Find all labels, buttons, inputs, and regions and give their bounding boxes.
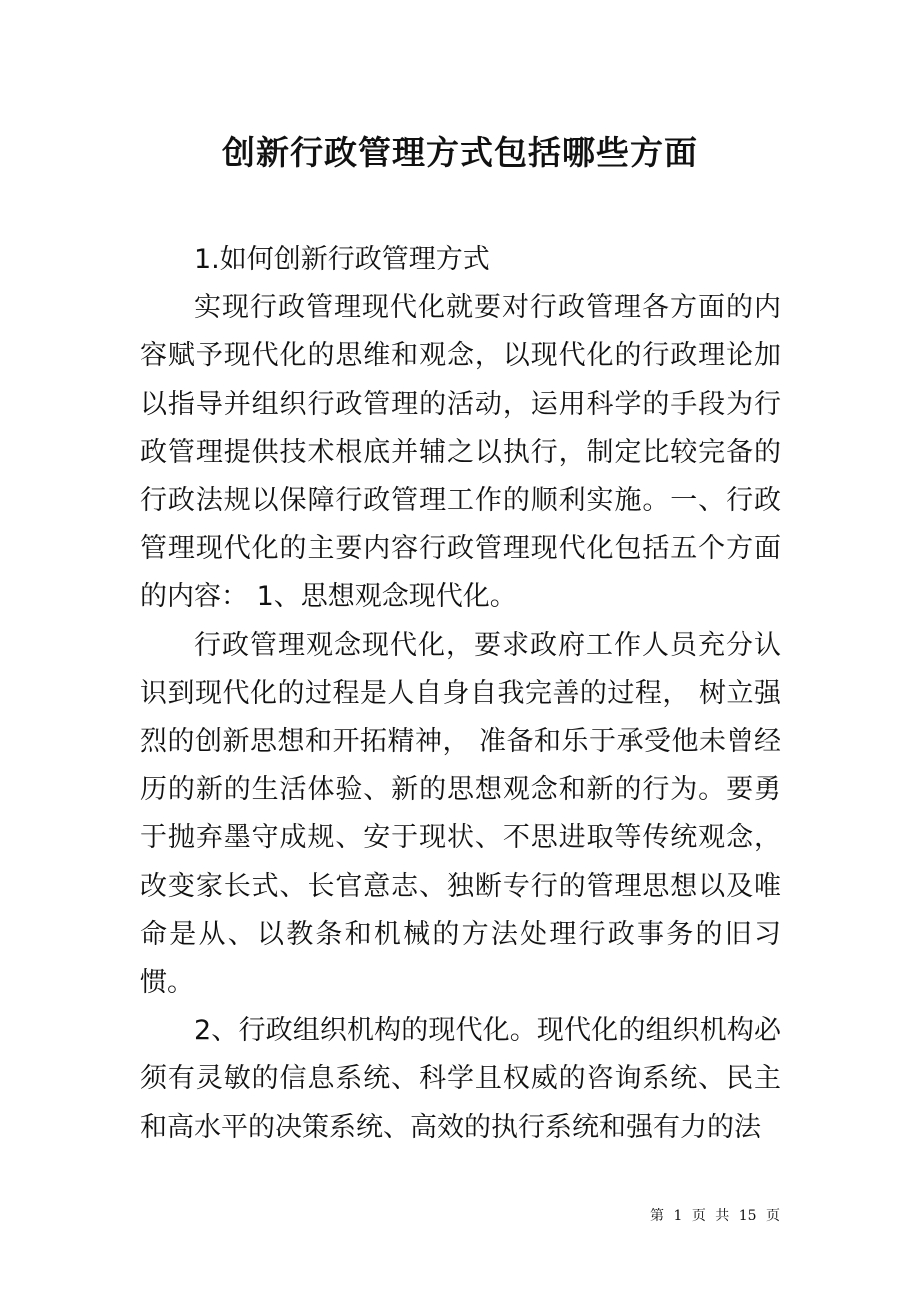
paragraph: 行政管理观念现代化，要求政府工作人员充分认识到现代化的过程是人自身自我完善的过程， 树立强烈的创新思想和开拓精神， 准备和乐于承受他未曾经历的新的生活体验、新的思想观念和新的行为。要勇于抛弃墨守成规、安于现状、不思进取等传统观念， 改变家长式、长官意志、独断专行的管理思想以及唯命是从、以教条和机械的方法处理行政事务的旧习惯。: [140, 629, 781, 999]
page-number-footer: 第 1 页 共 15 页: [650, 1208, 780, 1224]
document-body: [140, 236, 781, 1152]
paragraph: 实现行政管理现代化就要对行政管理各方面的内容赋予现代化的思维和观念，以现代化的行政理论加以指导并组织行政管理的活动，运用科学的手段为行政管理提供技术根底并辅之以执行，制定比较完备的行政法规以保障行政管理工作的顺利实施。一、行政管理现代化的主要内容行政管理现代化包括五个方面的内容： 1、思想观念现代化。: [140, 292, 781, 613]
paragraph-heading: 1.如何创新行政管理方式: [194, 244, 490, 275]
document-title: 创新行政管理方式包括哪些方面: [222, 133, 698, 172]
paragraph: 2、行政组织机构的现代化。现代化的组织机构必须有灵敏的信息系统、科学且权威的咨询系统、民主和高水平的决策系统、高效的执行系统和强有力的法: [140, 1015, 781, 1143]
